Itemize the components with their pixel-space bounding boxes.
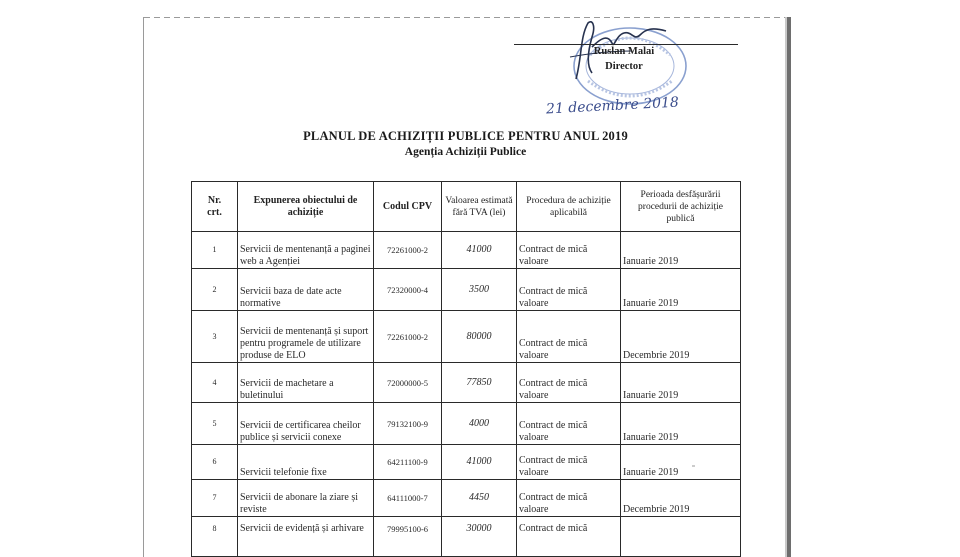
cell-cpv: 79995100-6 bbox=[374, 517, 442, 557]
cell-value: 80000 bbox=[442, 311, 517, 363]
cell-nr: 6 bbox=[192, 445, 238, 480]
header-period: Perioada desfășurării procedurii de achiziție publică bbox=[621, 182, 741, 232]
cell-cpv: 72261000-2 bbox=[374, 232, 442, 269]
cell-period: Ianuarie 2019 bbox=[621, 445, 741, 480]
table-row bbox=[192, 517, 741, 557]
cell-nr: 1 bbox=[192, 232, 238, 269]
cell-value: 3500 bbox=[442, 269, 517, 311]
table-row bbox=[192, 480, 741, 517]
header-value: Valoarea estimată fără TVA (lei) bbox=[442, 182, 517, 232]
cell-procedure: Contract de mică valoare bbox=[517, 445, 621, 480]
cell-object: Servicii de evidență și arhivare bbox=[238, 517, 374, 557]
cell-procedure: Contract de mică valoare bbox=[517, 363, 621, 403]
cell-cpv: 64111000-7 bbox=[374, 480, 442, 517]
signer-name: Ruslan Malai bbox=[593, 46, 655, 57]
table-header-row bbox=[192, 182, 741, 232]
cell-cpv: 64211100-9 bbox=[374, 445, 442, 480]
page-title: PLANUL DE ACHIZIȚII PUBLICE PENTRU ANUL 2019 bbox=[303, 129, 628, 143]
cell-nr: 3 bbox=[192, 311, 238, 363]
header-object: Expunerea obiectului de achiziție bbox=[238, 182, 374, 232]
cell-period bbox=[621, 517, 741, 557]
cell-period: Decembrie 2019 bbox=[621, 480, 741, 517]
header-procedure: Procedura de achiziție aplicabilă bbox=[517, 182, 621, 232]
cell-object: Servicii de mentenanță și suport pentru programele de utilizare produse de ELO bbox=[238, 311, 374, 363]
cell-nr: 2 bbox=[192, 269, 238, 311]
signature-block bbox=[144, 17, 787, 127]
cell-nr: 7 bbox=[192, 480, 238, 517]
header-nr: Nr. crt. bbox=[192, 182, 238, 232]
cell-cpv: 72320000-4 bbox=[374, 269, 442, 311]
cell-object: Servicii de mentenanță a paginei web a Agenției bbox=[238, 232, 374, 269]
cell-procedure: Contract de mică valoare bbox=[517, 403, 621, 445]
cell-procedure: Contract de mică bbox=[517, 517, 621, 557]
cell-cpv: 72000000-5 bbox=[374, 363, 442, 403]
cell-value: 41000 bbox=[442, 445, 517, 480]
cell-object: Servicii baza de date acte normative bbox=[238, 269, 374, 311]
cell-cpv: 79132100-9 bbox=[374, 403, 442, 445]
document-page bbox=[143, 17, 791, 557]
cell-value: 41000 bbox=[442, 232, 517, 269]
cell-cpv: 72261000-2 bbox=[374, 311, 442, 363]
cell-value: 4000 bbox=[442, 403, 517, 445]
signer-role: Director bbox=[605, 61, 643, 72]
cell-period: Ianuarie 2019 bbox=[621, 363, 741, 403]
cell-object: Servicii de abonare la ziare și reviste bbox=[238, 480, 374, 517]
cell-object: Servicii de machetare a buletinului bbox=[238, 363, 374, 403]
page-subtitle: Agenția Achiziții Publice bbox=[404, 146, 527, 158]
cell-procedure: Contract de mică valoare bbox=[517, 232, 621, 269]
table-row bbox=[192, 311, 741, 363]
cell-period: Decembrie 2019 bbox=[621, 311, 741, 363]
cell-procedure: Contract de mică valoare bbox=[517, 480, 621, 517]
table-row bbox=[192, 445, 741, 480]
cell-object: Servicii de certificarea cheilor publice și servicii conexe bbox=[238, 403, 374, 445]
cell-nr: 5 bbox=[192, 403, 238, 445]
procurement-table bbox=[191, 181, 741, 557]
cell-object: Servicii telefonie fixe bbox=[238, 445, 374, 480]
signature-line bbox=[514, 44, 738, 45]
table-row bbox=[192, 232, 741, 269]
cell-procedure: Contract de mică valoare bbox=[517, 311, 621, 363]
cell-period: Ianuarie 2019 bbox=[621, 403, 741, 445]
header-cpv: Codul CPV bbox=[374, 182, 442, 232]
scan-speck bbox=[692, 465, 695, 467]
table-row bbox=[192, 363, 741, 403]
table-row bbox=[192, 403, 741, 445]
table-row bbox=[192, 269, 741, 311]
cell-value: 4450 bbox=[442, 480, 517, 517]
cell-period: Ianuarie 2019 bbox=[621, 232, 741, 269]
handwritten-date: 21 decembre 2018 bbox=[545, 94, 680, 118]
cell-value: 77850 bbox=[442, 363, 517, 403]
cell-procedure: Contract de mică valoare bbox=[517, 269, 621, 311]
cell-value: 30000 bbox=[442, 517, 517, 557]
cell-period: Ianuarie 2019 bbox=[621, 269, 741, 311]
cell-nr: 4 bbox=[192, 363, 238, 403]
cell-nr: 8 bbox=[192, 517, 238, 557]
